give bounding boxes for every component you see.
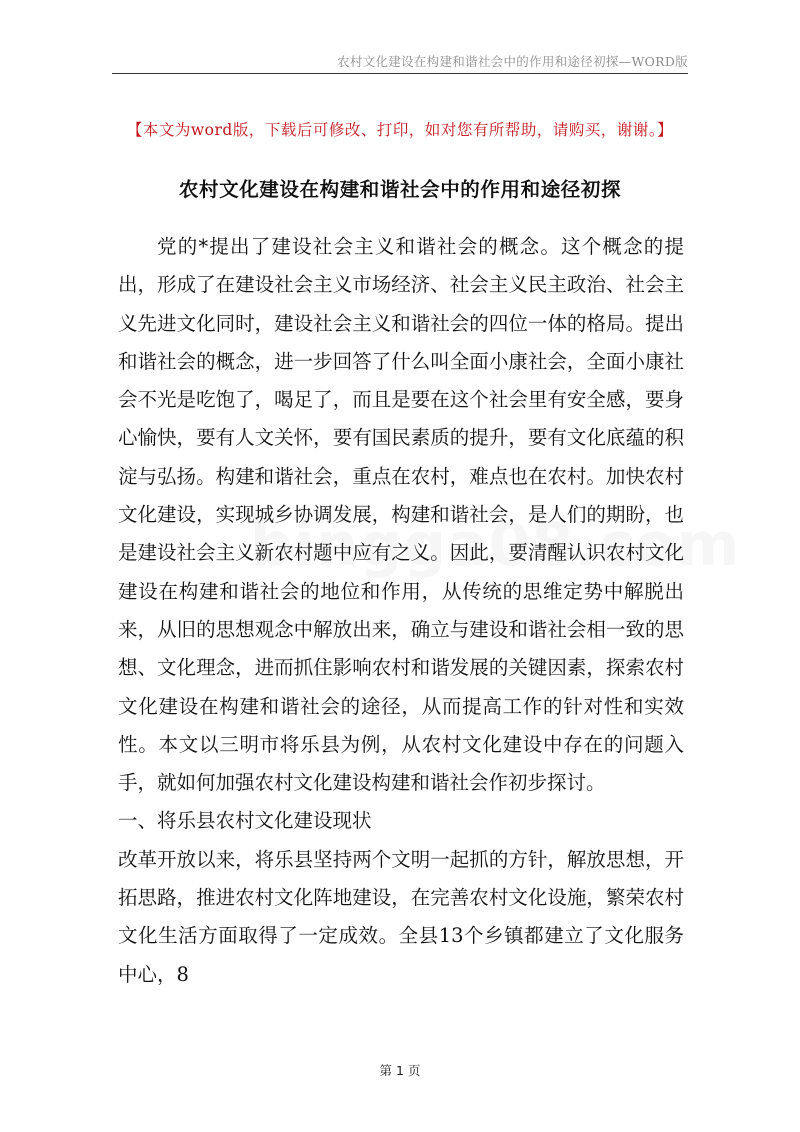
download-notice: 【本文为word版，下载后可修改、打印，如对您有所帮助，请购买，谢谢。】 (126, 121, 674, 139)
header-divider (112, 73, 688, 74)
running-header: 农村文化建设在构建和谐社会中的作用和途径初探—WORD版 (337, 54, 688, 69)
section-paragraph: 改革开放以来，将乐县坚持两个文明一起抓的方针，解放思想，开拓思路，推进农村文化阵地建设，在完善农村文化设施，繁荣农村文化生活方面取得了一定成效。全县13个乡镇都建立了文化服务中心，8 (118, 847, 684, 986)
page-number: 第 1 页 (379, 1063, 421, 1078)
document-body (118, 228, 684, 994)
section-heading: 一、将乐县农村文化建设现状 (118, 809, 372, 833)
intro-paragraph: 党的*提出了建设社会主义和谐社会的概念。这个概念的提出，形成了在建设社会主义市场经济、社会主义民主政治、社会主义先进文化同时，建设社会主义和谐社会的四位一体的格局。提出和谐社会的概念，进一步回答了什么叫全面小康社会，全面小康社会不光是吃饱了，喝足了，而且是要在这个社会里有安全感，要身心愉快，要有人文关怀，要有国民素质的提升，要有文化底蕴的积淀与弘扬。构建和谐社会，重点在农村，难点也在农村。加快农村文化建设，实现城乡协调发展，构建和谐社会，是人们的期盼，也是建设社会主义新农村题中应有之义。因此，要清醒认识农村文化建设在构建和谐社会的地位和作用，从传统的思维定势中解脱出来，从旧的思想观念中解放出来，确立与建设和谐社会相一致的思想、文化理念，进而抓住影响农村和谐发展的关键因素，探索农村文化建设在构建和谐社会的途径，从而提高工作的针对性和实效性。本文以三明市将乐县为例，从农村文化建设中存在的问题入手，就如何加强农村文化建设构建和谐社会作初步探讨。 (118, 235, 684, 795)
document-title: 农村文化建设在构建和谐社会中的作用和途径初探 (178, 178, 622, 201)
